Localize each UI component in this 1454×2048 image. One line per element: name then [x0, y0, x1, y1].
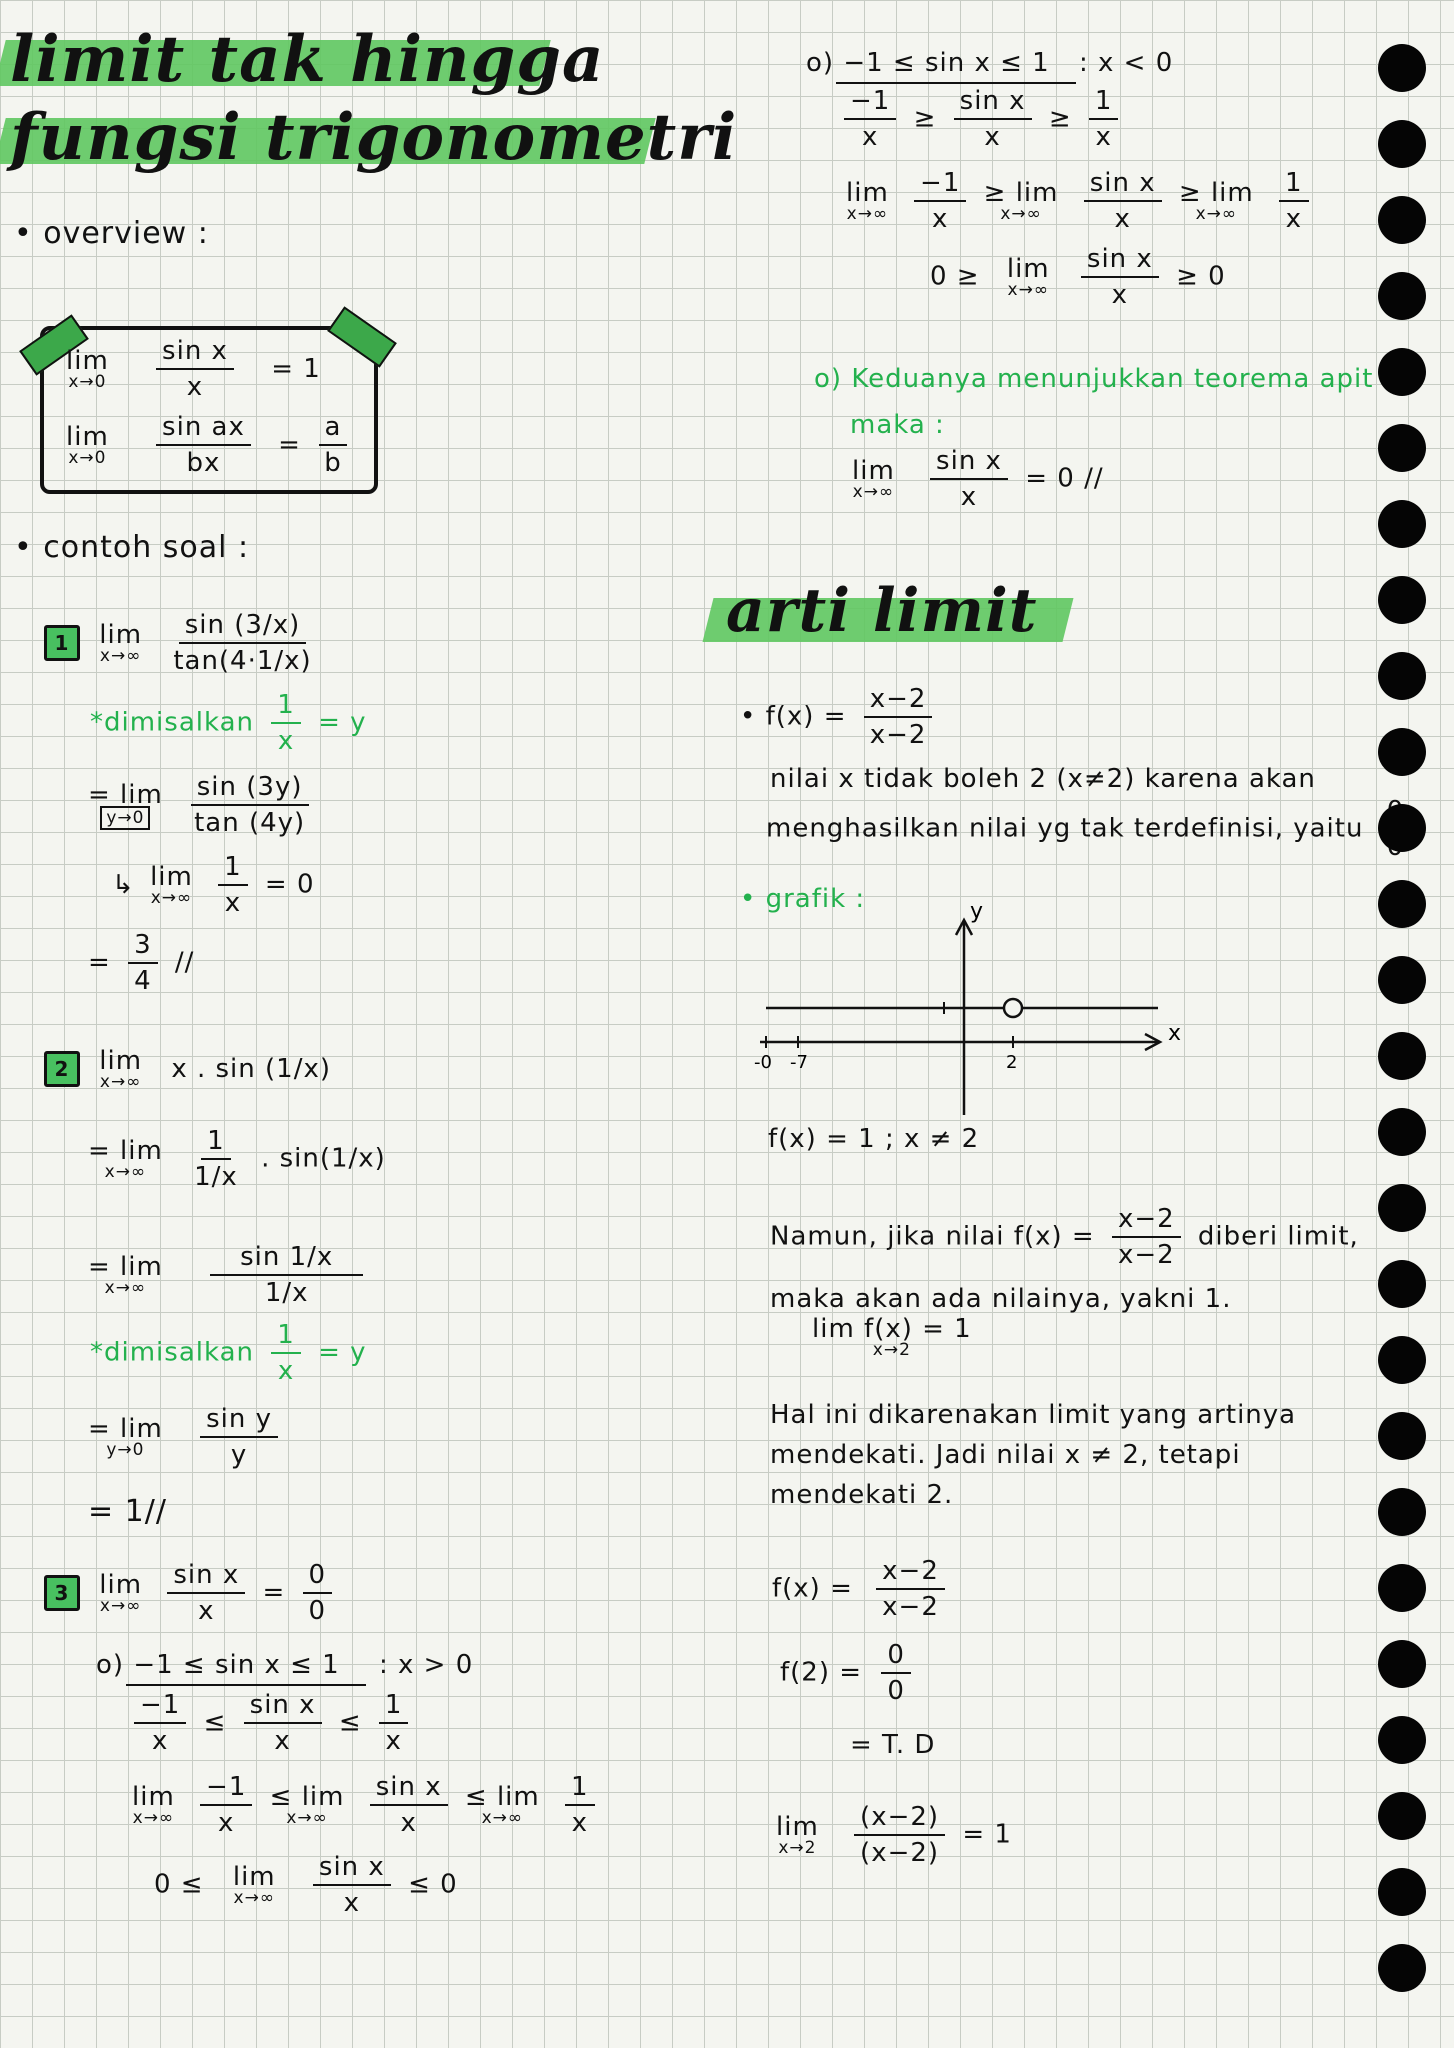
- arti-fx: [740, 684, 940, 750]
- frac-den: x: [218, 1808, 235, 1838]
- lim-word: ≥ lim: [1178, 178, 1254, 208]
- inequality: o) −1 ≤ sin x ≤ 1: [806, 48, 1050, 78]
- tick-label: -0: [754, 1052, 772, 1073]
- lim-sub: x→∞: [104, 1278, 147, 1298]
- frac-num: sin x: [954, 86, 1032, 120]
- example-number-badge: 2: [44, 1051, 80, 1087]
- note-label: *dimisalkan: [90, 1337, 254, 1368]
- lim-word: = lim: [88, 780, 163, 810]
- frac-den: x: [984, 122, 1001, 152]
- right-bound-4: [930, 244, 1226, 310]
- example-2-step-3: [88, 1404, 286, 1470]
- frac-den: tan(4·1/x): [173, 646, 312, 676]
- lim-word: lim f(x) = 1: [812, 1314, 972, 1344]
- binder-hole: [1378, 500, 1426, 548]
- frac-den: x: [277, 1356, 295, 1386]
- fx-label: • f(x) =: [740, 701, 847, 732]
- binder-hole: [1378, 728, 1426, 776]
- frac-num: 0: [303, 1560, 333, 1594]
- example-3-bound-2: [126, 1690, 416, 1756]
- hal-line-2: mendekati. Jadi nilai x ≠ 2, tetapi: [770, 1440, 1241, 1470]
- lim-word: ≤ lim: [269, 1782, 345, 1812]
- note-eq: = y: [318, 707, 367, 738]
- frac-num: sin x: [370, 1772, 448, 1806]
- binder-hole: [1378, 804, 1426, 852]
- result: = 0 //: [1025, 463, 1104, 494]
- lim-sub: x→2: [778, 1838, 817, 1858]
- binder-hole: [1378, 1944, 1426, 1992]
- tick-label: -7: [790, 1052, 808, 1073]
- lim-word: lim: [99, 1570, 143, 1600]
- example-3-bound-1: [96, 1650, 473, 1680]
- frac-den: x: [186, 372, 204, 402]
- label: f(x) =: [772, 1573, 853, 1604]
- frac-num: −1: [134, 1690, 186, 1724]
- condition: : x > 0: [378, 1650, 474, 1680]
- example-3-bound-4: [154, 1852, 458, 1918]
- frac-den: x: [571, 1808, 588, 1838]
- lim-word: lim: [1006, 254, 1050, 284]
- answer-eq: =: [88, 947, 111, 978]
- frac-den: x: [1095, 122, 1112, 152]
- binder-hole: [1378, 880, 1426, 928]
- binder-hole: [1378, 1792, 1426, 1840]
- binder-hole: [1378, 1032, 1426, 1080]
- binder-hole: [1378, 956, 1426, 1004]
- lim-sub: x→∞: [132, 1808, 175, 1828]
- lim-word: lim: [99, 620, 143, 650]
- eq: =: [262, 1577, 286, 1608]
- lim-word: ≤ lim: [464, 1782, 540, 1812]
- example-2-substitution-note: [90, 1320, 367, 1386]
- binder-hole: [1378, 1336, 1426, 1384]
- example-2-answer: = 1//: [88, 1494, 167, 1529]
- binder-hole: [1378, 1640, 1426, 1688]
- frac-den: 0: [887, 1676, 905, 1706]
- binder-hole: [1378, 120, 1426, 168]
- example-1-problem: [44, 610, 326, 676]
- left: 0 ≤: [154, 1869, 204, 1900]
- frac-den: x: [400, 1808, 417, 1838]
- example-3-bound-3: [132, 1772, 603, 1838]
- right: ≥ 0: [1176, 261, 1226, 292]
- frac-num: x−2: [1112, 1204, 1181, 1238]
- example-2-problem: [44, 1046, 331, 1092]
- right-bound-3: [846, 168, 1317, 234]
- lim-word: lim: [852, 456, 895, 486]
- frac-den: y: [230, 1440, 248, 1470]
- frac-den: x: [277, 726, 295, 756]
- text: menghasilkan nilai yg tak terdefinisi, yaitu: [766, 813, 1364, 844]
- lim-word: ≥ lim: [983, 178, 1059, 208]
- example-1-step-2: [112, 852, 315, 918]
- example-2-step-2: [88, 1242, 371, 1308]
- frac-den: x: [960, 482, 978, 512]
- frac-num: 1: [271, 1320, 301, 1354]
- lim-word: lim: [99, 1046, 143, 1076]
- expression: x . sin (1/x): [171, 1053, 331, 1084]
- lim-sub: x→∞: [150, 888, 193, 908]
- frac-num: 1: [1279, 168, 1309, 202]
- answer-mark: //: [174, 947, 195, 978]
- example-1-substitution-note: [90, 690, 367, 756]
- frac-num: 1: [271, 690, 301, 724]
- frac-den: x−2: [869, 720, 927, 750]
- op: ≤: [203, 1707, 227, 1738]
- frac-num: (x−2): [854, 1802, 945, 1836]
- frac-num: sin y: [200, 1404, 278, 1438]
- arti-text-1: nilai x tidak boleh 2 (x≠2) karena akan: [770, 764, 1316, 794]
- binder-hole: [1378, 576, 1426, 624]
- text: Namun, jika nilai f(x) =: [770, 1221, 1095, 1252]
- example-1-step-1: [88, 772, 319, 838]
- lim-sub: x→∞: [99, 646, 142, 666]
- lim-word: lim: [776, 1812, 819, 1842]
- frac-den: x−2: [1117, 1240, 1175, 1270]
- frac-num: 1: [218, 852, 248, 886]
- binder-hole: [1378, 1108, 1426, 1156]
- right-bound-2: [836, 86, 1126, 152]
- label: f(2) =: [780, 1657, 863, 1688]
- frac-num: a: [319, 412, 348, 446]
- example-3-bound-underline: [126, 1684, 366, 1686]
- arti-text-2: [766, 796, 1418, 862]
- example-number-badge: 3: [44, 1575, 80, 1611]
- lim-sub: x→∞: [233, 1888, 275, 1908]
- lim-sub: x→∞: [286, 1808, 328, 1828]
- left: 0 ≥: [930, 261, 980, 292]
- examples-heading: • contoh soal :: [14, 530, 250, 565]
- frac-num: sin x: [167, 1560, 245, 1594]
- frac-den: x: [274, 1726, 291, 1756]
- frac-num: sin x: [313, 1852, 391, 1886]
- frac-den: b: [324, 448, 342, 478]
- frac-num: 1: [379, 1690, 409, 1724]
- frac-num: −1: [844, 86, 896, 120]
- example-number-badge: 1: [44, 625, 80, 661]
- lim-word: lim: [132, 1782, 175, 1812]
- hal-line-3: mendekati 2.: [770, 1480, 954, 1510]
- overview-formula-2: [66, 412, 356, 478]
- frac-den: x: [224, 888, 242, 918]
- hole-marker: [1004, 999, 1022, 1017]
- lim-word: lim: [846, 178, 889, 208]
- binder-hole: [1378, 1260, 1426, 1308]
- lim-word: lim: [66, 422, 109, 452]
- op: ≥: [913, 103, 937, 134]
- binder-hole: [1378, 1184, 1426, 1232]
- frac-num: −1: [200, 1772, 252, 1806]
- condition: : x < 0: [1078, 48, 1174, 78]
- fx-piecewise: f(x) = 1 ; x ≠ 2: [768, 1124, 980, 1154]
- lim-sub: y→0: [100, 806, 150, 830]
- frac-num: 0: [881, 1640, 911, 1674]
- squeeze-maka: maka :: [850, 410, 945, 440]
- result: = 1: [962, 1819, 1012, 1850]
- namun-line: [770, 1204, 1359, 1270]
- frac-num: sin x: [156, 336, 234, 370]
- frac-den: 0: [308, 1596, 327, 1626]
- example-3-problem: [44, 1560, 340, 1626]
- frac-num: 1: [201, 1126, 231, 1160]
- frac-num: x−2: [876, 1556, 945, 1590]
- frac-den: x: [343, 1888, 361, 1918]
- frac-den: 1/x: [264, 1278, 309, 1308]
- lim-word: lim: [232, 1862, 276, 1892]
- lim-sub: y→0: [106, 1440, 145, 1460]
- frac-num: sin (3/x): [179, 610, 307, 644]
- binder-hole: [1378, 1488, 1426, 1536]
- page-title-line1: limit tak hingga: [10, 22, 605, 97]
- lim-sub: x→∞: [1007, 280, 1049, 300]
- arti-heading: arti limit: [726, 576, 1038, 646]
- lim-sub: x→∞: [1000, 204, 1042, 224]
- binder-hole: [1378, 652, 1426, 700]
- frac-den: 1/x: [194, 1162, 238, 1192]
- right-bound-1: [806, 48, 1173, 78]
- frac-num: sin x: [244, 1690, 322, 1724]
- binder-hole: [1378, 1564, 1426, 1612]
- frac-den: x: [1111, 280, 1129, 310]
- frac-num: sin ax: [156, 412, 251, 446]
- lim-sub: x→∞: [99, 1596, 142, 1616]
- curved-arrow-icon: ↳: [112, 869, 135, 900]
- note-eq: = y: [318, 1337, 367, 1368]
- lim-word: = lim: [88, 1414, 163, 1444]
- example-1-answer: [88, 930, 194, 996]
- calc-2: [780, 1640, 919, 1706]
- frac-num: 3: [128, 930, 158, 964]
- frac-den: x: [151, 1726, 169, 1756]
- frac-den: x: [861, 122, 879, 152]
- squeeze-conclusion: o) Keduanya menunjukkan teorema apit: [814, 364, 1374, 394]
- lim-sub: x→∞: [852, 482, 895, 502]
- binder-hole: [1378, 196, 1426, 244]
- graph: [740, 890, 1200, 1120]
- tick-label: 2: [1006, 1052, 1018, 1073]
- calc-4: [776, 1802, 1012, 1868]
- frac-num: sin x: [1084, 168, 1162, 202]
- lim-sub: x→0: [68, 448, 107, 468]
- frac-num: sin 1/x: [210, 1242, 363, 1276]
- frac-den: tan (4y): [194, 808, 306, 838]
- hal-line-1: Hal ini dikarenakan limit yang artinya: [770, 1400, 1297, 1430]
- calc-3: = T. D: [850, 1730, 936, 1760]
- step-result: = 0: [264, 869, 315, 900]
- binder-hole: [1378, 44, 1426, 92]
- overview-heading: • overview :: [14, 216, 209, 251]
- frac-den: 4: [134, 966, 152, 996]
- frac-den: x: [1285, 204, 1302, 234]
- frac-den: x: [932, 204, 949, 234]
- binder-hole: [1378, 1716, 1426, 1764]
- binder-hole: [1378, 272, 1426, 320]
- binder-hole: [1378, 424, 1426, 472]
- y-axis-label: y: [970, 899, 984, 924]
- formula-result: = 1: [271, 353, 321, 384]
- lim-sub: x→∞: [99, 1072, 142, 1092]
- op: ≥: [1048, 103, 1072, 134]
- frac-den: x−2: [882, 1592, 939, 1622]
- frac-den: x: [1114, 204, 1131, 234]
- overview-formula-1: [66, 336, 321, 402]
- frac-den: x: [198, 1596, 215, 1626]
- frac-num: 1: [1089, 86, 1119, 120]
- lim-sub: x→∞: [481, 1808, 524, 1828]
- lim-word: = lim: [88, 1252, 163, 1282]
- binder-hole: [1378, 1868, 1426, 1916]
- binder-hole: [1378, 1412, 1426, 1460]
- frac-den: x: [385, 1726, 402, 1756]
- frac-num: x−2: [864, 684, 933, 718]
- example-2-step-1: [88, 1126, 386, 1192]
- frac-den: (x−2): [860, 1838, 940, 1868]
- lim-sub: x→∞: [104, 1162, 147, 1182]
- text: diberi limit,: [1197, 1221, 1359, 1252]
- binder-hole: [1378, 348, 1426, 396]
- frac-num: −1: [914, 168, 966, 202]
- frac-num: 1: [565, 1772, 595, 1806]
- lim-sub: x→0: [68, 372, 107, 392]
- right: ≤ 0: [408, 1869, 458, 1900]
- frac-num: sin x: [930, 446, 1008, 480]
- lim-word: = lim: [88, 1136, 163, 1166]
- inequality: o) −1 ≤ sin x ≤ 1: [96, 1650, 340, 1680]
- maka-line: maka akan ada nilainya, yakni 1.: [770, 1284, 1232, 1314]
- expression-tail: . sin(1/x): [261, 1143, 386, 1174]
- x-axis-label: x: [1168, 1021, 1182, 1046]
- lim-word: lim: [66, 346, 109, 376]
- formula-eq: =: [278, 429, 301, 460]
- frac-num: sin x: [1081, 244, 1159, 278]
- note-label: *dimisalkan: [90, 707, 254, 738]
- frac-den: bx: [186, 448, 221, 478]
- squeeze-result: [852, 446, 1104, 512]
- frac-num: sin (3y): [191, 772, 309, 806]
- page-title-line2: fungsi trigonometri: [10, 100, 738, 175]
- lim-sub: x→∞: [846, 204, 889, 224]
- lim-line: [812, 1314, 980, 1360]
- grafik-label: • grafik :: [740, 884, 866, 914]
- lim-sub: x→2: [872, 1340, 911, 1360]
- op: ≤: [338, 1707, 362, 1738]
- lim-word: lim: [150, 862, 193, 892]
- right-bound-underline: [836, 82, 1076, 84]
- calc-1: [772, 1556, 953, 1622]
- lim-sub: x→∞: [1195, 204, 1238, 224]
